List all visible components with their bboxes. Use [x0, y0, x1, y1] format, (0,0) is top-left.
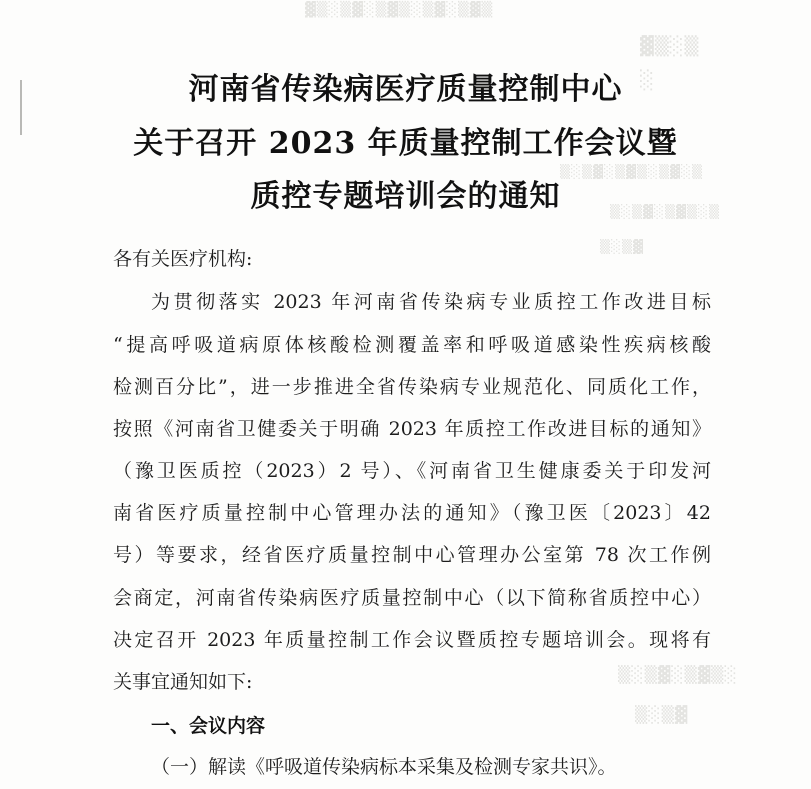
notice-title-line-3: 质控专题培训会的通知 — [250, 179, 561, 214]
body-text-line: 会商定，河南省传染病医疗质量控制中心（以下简称省质控中心） — [113, 587, 711, 609]
reverse-side-bleed: ░ — [640, 70, 655, 91]
notice-title-line-1: 河南省传染病医疗质量控制中心 — [188, 72, 623, 107]
reverse-side-bleed: ▒░▒▓ — [635, 705, 689, 724]
body-text-line: 按照《河南省卫健委关于明确 2023 年质控工作改进目标的通知》 — [113, 418, 711, 440]
reverse-side-bleed: ▒░▒▓░▒▓▒░▒ — [610, 205, 720, 220]
body-text-line: 关事宜通知如下: — [113, 671, 253, 693]
section-item: （一）解读《呼吸道传染病标本采集及检测专家共识》。 — [151, 756, 617, 778]
body-text-line: 为贯彻落实 2023 年河南省传染病专业质控工作改进目标 — [151, 291, 711, 313]
body-text-line: 检测百分比”，进一步推进全省传染病专业规范化、同质化工作， — [113, 376, 711, 398]
reverse-side-bleed: ▒░▒▓░▒▓▒░▒▓░▒ — [560, 165, 703, 180]
body-text-line: 决定召开 2023 年质量控制工作会议暨质控专题培训会。现将有 — [113, 629, 711, 651]
reverse-side-bleed: ▒░▒▓ — [600, 240, 644, 255]
reverse-side-bleed: ▓▒░▒▓░▒▓▒░▒▓░▒▓▒ — [305, 2, 494, 18]
section-heading: 一、会议内容 — [151, 715, 266, 737]
reverse-side-bleed: ▓▒░▒ — [640, 36, 700, 57]
body-text-line: （豫卫医质控（2023）2 号）、《河南省卫生健康委关于印发河 — [113, 460, 711, 482]
body-text-line: 号）等要求，经省医疗质量控制中心管理办公室第 78 次工作例 — [113, 544, 711, 566]
salutation: 各有关医疗机构: — [113, 248, 253, 270]
body-text-line: “提高呼吸道病原体核酸检测覆盖率和呼吸道感染性疾病核酸 — [113, 334, 711, 356]
notice-title-line-2: 关于召开 2023 年质量控制工作会议暨 — [133, 126, 678, 161]
body-text-line: 南省医疗质量控制中心管理办法的通知》（豫卫医〔2023〕42 — [113, 502, 711, 524]
reverse-side-bleed: ▒░▒▓░▒▓▒░ — [618, 665, 738, 684]
